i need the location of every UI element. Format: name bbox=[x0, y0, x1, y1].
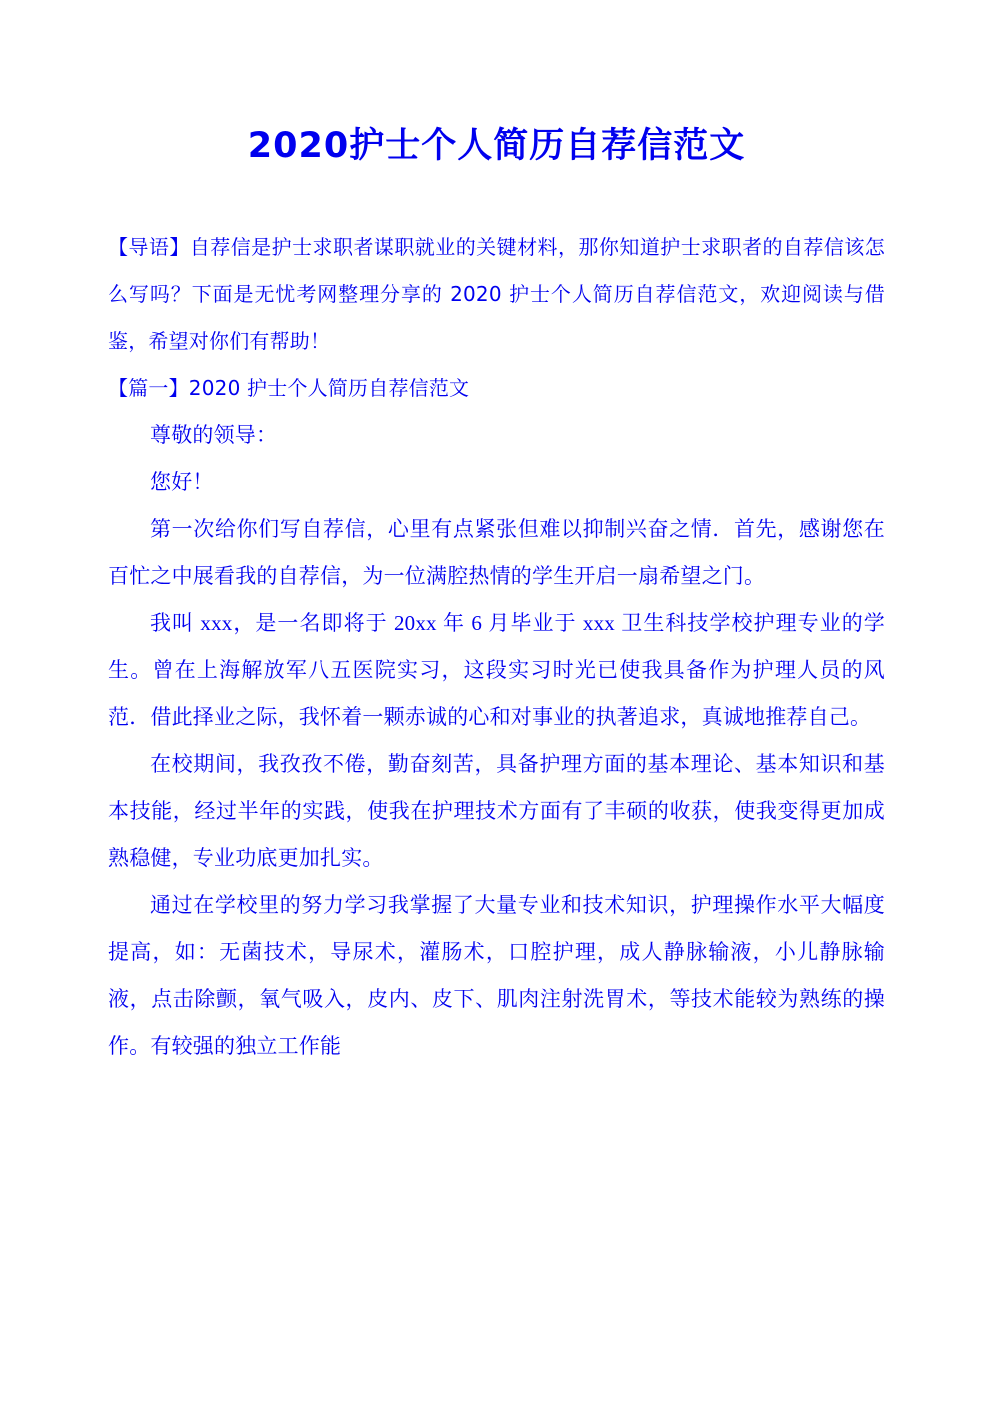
paragraph-body-4: 通过在学校里的努力学习我掌握了大量专业和技术知识，护理操作水平大幅度提高，如：无菌技术，导尿术，灌肠术，口腔护理，成人静脉输液，小儿静脉输液，点击除颤，氧气吸入，皮内、皮下、肌肉注射洗胃术，等技术能较为熟练的操作。有较强的独立工作能 bbox=[108, 892, 885, 1058]
paragraph-salutation: 尊敬的领导： bbox=[150, 422, 278, 447]
paragraph-body-3: 在校期间，我孜孜不倦，勤奋刻苦，具备护理方面的基本理论、基本知识和基本技能，经过半年的实践，使我在护理技术方面有了丰硕的收获，使我变得更加成熟稳健，专业功底更加扎实。 bbox=[108, 751, 885, 870]
paragraph-body-1: 第一次给你们写自荐信，心里有点紧张但难以抑制兴奋之情．首先，感谢您在百忙之中展看我的自荐信，为一位满腔热情的学生开启一扇希望之门。 bbox=[108, 516, 885, 588]
paragraph-body-2: 我叫 xxx，是一名即将于 20xx 年 6 月毕业于 xxx 卫生科技学校护理专业的学生。曾在上海解放军八五医院实习，这段实习时光已使我具备作为护理人员的风范．借此择业之际，我怀着一颗赤诚的心和对事业的执著追求，真诚地推荐自己。 bbox=[108, 610, 885, 729]
paragraph-intro: 【导语】自荐信是护士求职者谋职就业的关键材料，那你知道护士求职者的自荐信该怎么写吗？下面是无忧考网整理分享的 2020 护士个人简历自荐信范文，欢迎阅读与借鉴，希望对你们有帮助！ bbox=[108, 234, 885, 353]
page-title: 2020护士个人简历自荐信范文 bbox=[247, 126, 746, 166]
paragraph-section-one-heading: 【篇一】2020 护士个人简历自荐信范文 bbox=[108, 375, 470, 400]
paragraph-greeting: 您好！ bbox=[150, 469, 214, 494]
